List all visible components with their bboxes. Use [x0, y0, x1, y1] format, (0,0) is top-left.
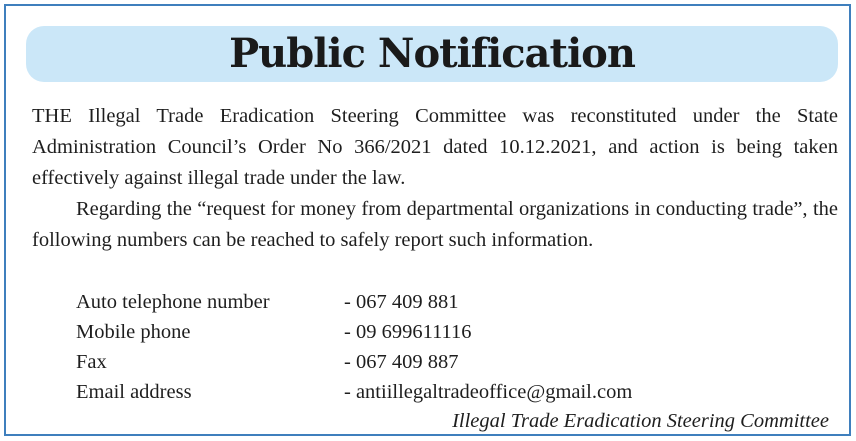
- contact-row-auto-telephone: [76, 287, 776, 317]
- contact-value: - 067 409 887: [344, 351, 459, 373]
- notice-body: [32, 101, 838, 256]
- contact-label: Email address: [76, 381, 192, 403]
- intro-paragraph: THE Illegal Trade Eradication Steering Committee was reconstituted under the State Administration Council’s Order No 366/2021 dated 10.12.2021, and action is being taken effectively against illegal trade under the law.: [32, 105, 838, 189]
- contact-label: Mobile phone: [76, 321, 191, 343]
- contact-value: - 067 409 881: [344, 291, 459, 313]
- contact-label: Fax: [76, 351, 107, 373]
- title-banner: [26, 26, 838, 82]
- contact-value: - antiillegaltradeoffice@gmail.com: [344, 381, 633, 403]
- contact-row-fax: [76, 347, 776, 377]
- contact-row-email: [76, 377, 776, 407]
- contact-row-mobile-phone: [76, 317, 776, 347]
- notice-frame: [4, 4, 851, 436]
- request-paragraph: Regarding the “request for money from departmental organizations in conducting trade”, the following numbers can be reached to safely report such information.: [32, 198, 838, 251]
- contact-list: [76, 287, 776, 407]
- contact-label: Auto telephone number: [76, 291, 270, 313]
- committee-signature: Illegal Trade Eradication Steering Committee: [452, 410, 829, 432]
- contact-value: - 09 699611116: [344, 321, 472, 343]
- notice-title: Public Notification: [229, 30, 635, 77]
